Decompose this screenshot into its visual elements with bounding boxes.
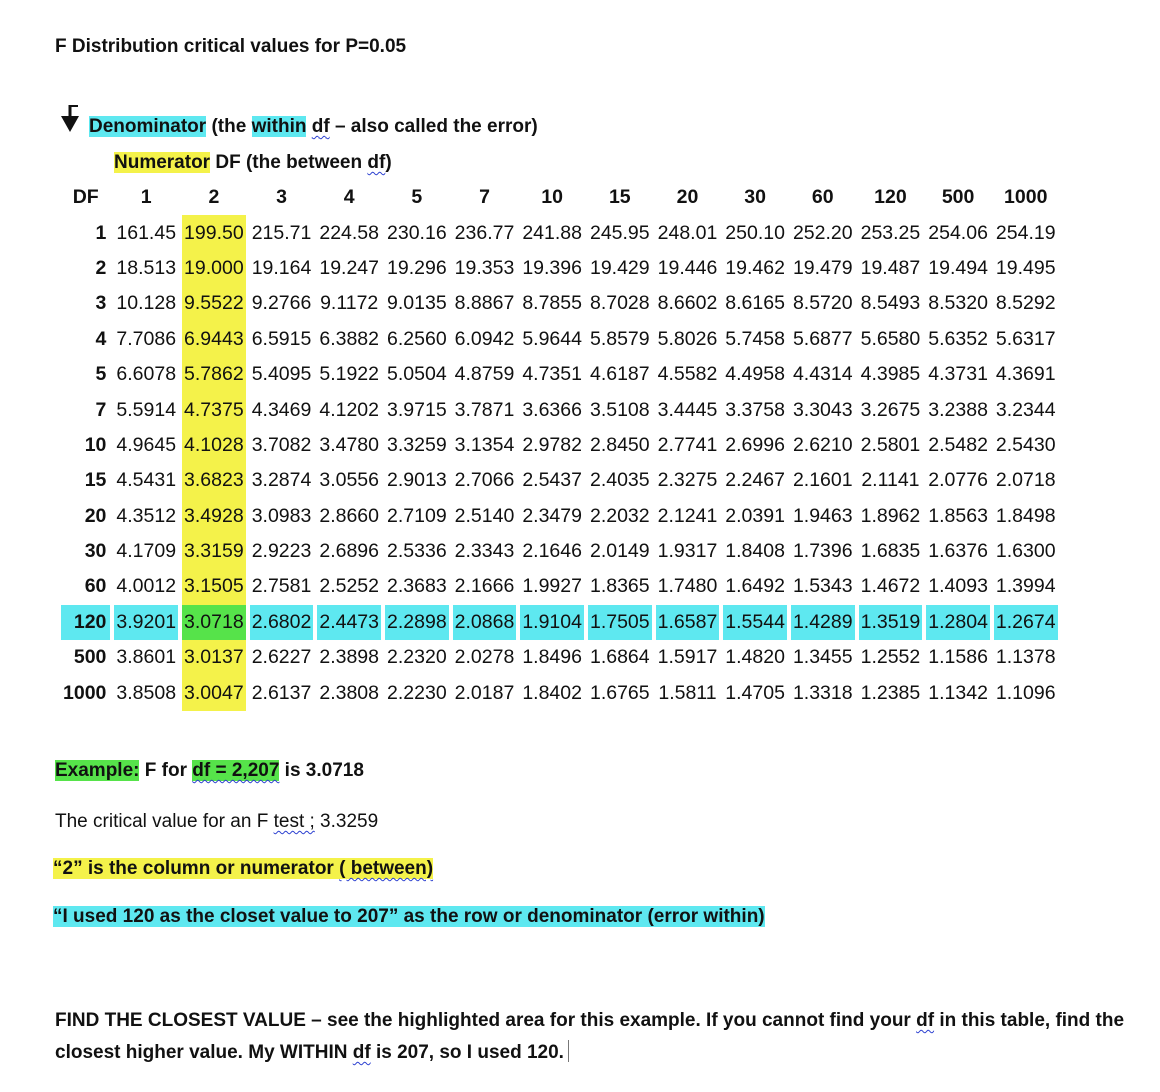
table-cell: 253.25 xyxy=(860,221,921,244)
table-cell: 3.2874 xyxy=(251,469,312,492)
table-cell: 19.462 xyxy=(725,256,785,279)
table-cell: 2.5140 xyxy=(454,504,515,527)
table-cell: 1.3519 xyxy=(859,605,923,640)
denominator-word: Denominator xyxy=(89,116,207,137)
table-cell: 2.1141 xyxy=(861,469,920,492)
table-cell: 1.2552 xyxy=(860,646,921,669)
table-cell: 2.0391 xyxy=(725,504,785,527)
table-cell: 2.6227 xyxy=(251,646,312,669)
column-header: 120 xyxy=(874,186,907,209)
table-cell: 1.1342 xyxy=(928,681,988,704)
table-cell: 2.3683 xyxy=(387,575,447,598)
table-cell: 2.2230 xyxy=(387,681,447,704)
table-cell: 4.1202 xyxy=(319,398,380,421)
table-cell: 252.20 xyxy=(792,221,853,244)
table-cell: 1.2674 xyxy=(994,605,1058,640)
table-cell: 5.0504 xyxy=(387,363,447,386)
table-cell: 5.1922 xyxy=(319,363,380,386)
table-cell: 5.9644 xyxy=(522,327,582,350)
table-cell: 2.7741 xyxy=(657,433,718,456)
table-cell: 2.2320 xyxy=(387,646,447,669)
table-cell: 1.2804 xyxy=(926,605,990,640)
table-cell: 4.5431 xyxy=(116,469,177,492)
table-cell: 4.3512 xyxy=(116,504,177,527)
table-cell: 5.5914 xyxy=(116,398,177,421)
table-cell: 2.2467 xyxy=(725,469,785,492)
table-cell: 1.8563 xyxy=(928,504,988,527)
table-cell: 2.8450 xyxy=(589,433,650,456)
table-cell: 1.4289 xyxy=(791,605,855,640)
column-header: 4 xyxy=(343,186,355,209)
table-cell: 2.1241 xyxy=(657,504,718,527)
row-header-df: 15 xyxy=(84,469,107,492)
table-cell: 3.1505 xyxy=(182,569,246,604)
table-cell: 245.95 xyxy=(589,221,650,244)
table-cell: 5.6877 xyxy=(792,327,853,350)
table-row xyxy=(61,215,1058,250)
table-cell: 3.3043 xyxy=(792,398,853,421)
column-explanation-line xyxy=(53,858,433,880)
table-cell: 19.487 xyxy=(860,256,921,279)
table-cell: 4.5582 xyxy=(657,363,718,386)
table-cell: 2.3898 xyxy=(319,646,380,669)
table-cell: 3.8508 xyxy=(116,681,177,704)
table-cell: 6.9443 xyxy=(182,322,246,357)
table-cell: 2.0718 xyxy=(995,469,1056,492)
table-row xyxy=(61,251,1058,286)
example-df-value: df = 2,207 xyxy=(192,760,280,781)
find-closest-paragraph: FIND THE CLOSEST VALUE – see the highlighted area for this example. If you cannot find your df in this table, find the closest higher value. My WITHIN df is 207, so I used 120. xyxy=(55,1010,1125,1063)
table-cell: 4.9645 xyxy=(116,433,177,456)
example-label: Example: xyxy=(55,760,140,781)
table-cell: 2.3343 xyxy=(454,540,515,563)
table-cell: 2.0187 xyxy=(454,681,515,704)
table-cell: 19.479 xyxy=(792,256,853,279)
table-cell: 8.6165 xyxy=(725,292,785,315)
row-header-df: 5 xyxy=(95,363,107,386)
text-cursor xyxy=(568,1040,569,1062)
table-cell: 3.6823 xyxy=(182,463,246,498)
table-cell: 10.128 xyxy=(116,292,177,315)
table-cell: 1.7480 xyxy=(657,575,718,598)
table-cell: 2.0776 xyxy=(928,469,988,492)
table-cell: 4.1028 xyxy=(182,428,246,463)
down-arrow-icon xyxy=(60,104,80,136)
table-cell: 1.5811 xyxy=(658,681,717,704)
table-cell: 1.8402 xyxy=(522,681,582,704)
table-cell: 2.6137 xyxy=(251,681,312,704)
example-result: is 3.0718 xyxy=(279,760,364,781)
column-header: 2 xyxy=(208,186,220,209)
table-cell: 3.3159 xyxy=(182,534,246,569)
table-cell: 2.0278 xyxy=(454,646,515,669)
table-cell: 2.4035 xyxy=(589,469,650,492)
table-cell: 2.5336 xyxy=(387,540,447,563)
table-cell: 199.50 xyxy=(182,215,246,250)
table-cell: 19.396 xyxy=(522,256,582,279)
table-cell: 2.9223 xyxy=(251,540,312,563)
table-cell: 5.6317 xyxy=(995,327,1056,350)
table-cell: 3.9201 xyxy=(114,605,178,640)
table-header-row xyxy=(61,180,1058,215)
table-cell: 3.0556 xyxy=(319,469,380,492)
table-cell: 1.4820 xyxy=(725,646,785,669)
table-cell: 1.6376 xyxy=(928,540,988,563)
column-header: 1000 xyxy=(1004,186,1048,209)
table-cell: 2.8660 xyxy=(319,504,380,527)
table-cell: 3.2344 xyxy=(995,398,1056,421)
table-cell: 2.6802 xyxy=(250,605,314,640)
table-row xyxy=(61,675,1058,710)
table-cell: 1.9104 xyxy=(520,605,584,640)
table-cell: 8.7855 xyxy=(522,292,582,315)
table-cell: 161.45 xyxy=(116,221,177,244)
table-cell: 8.7028 xyxy=(589,292,650,315)
table-cell: 8.5320 xyxy=(928,292,988,315)
denominator-text: (the xyxy=(206,116,252,137)
row-header-df: 60 xyxy=(84,575,107,598)
table-cell: 3.2675 xyxy=(860,398,921,421)
table-cell: 1.8498 xyxy=(995,504,1056,527)
table-cell: 6.0942 xyxy=(454,327,515,350)
table-cell: 3.0137 xyxy=(182,640,246,675)
table-cell: 9.0135 xyxy=(387,292,447,315)
table-cell: 1.6300 xyxy=(995,540,1056,563)
row-header-df: 1 xyxy=(95,221,107,244)
table-cell: 250.10 xyxy=(725,221,785,244)
table-cell: 3.8601 xyxy=(116,646,177,669)
table-cell: 1.3455 xyxy=(792,646,853,669)
table-cell: 3.7082 xyxy=(251,433,312,456)
table-cell: 6.3882 xyxy=(319,327,380,350)
table-cell: 1.4672 xyxy=(860,575,921,598)
table-cell: 1.5343 xyxy=(792,575,853,598)
numerator-line: Numerator DF (the between df) xyxy=(114,152,392,173)
table-cell: 5.7458 xyxy=(725,327,785,350)
table-cell: 8.5493 xyxy=(860,292,921,315)
table-cell: 1.9927 xyxy=(522,575,582,598)
table-cell: 3.0983 xyxy=(251,504,312,527)
table-cell: 8.8867 xyxy=(454,292,515,315)
table-cell: 5.6580 xyxy=(860,327,921,350)
table-cell: 254.19 xyxy=(995,221,1056,244)
table-cell: 5.7862 xyxy=(182,357,246,392)
table-cell: 3.3758 xyxy=(725,398,785,421)
table-cell: 1.6835 xyxy=(860,540,921,563)
table-cell: 241.88 xyxy=(522,221,582,244)
table-cell: 1.6765 xyxy=(589,681,650,704)
table-cell: 9.1172 xyxy=(320,292,379,315)
table-cell: 2.1666 xyxy=(454,575,515,598)
table-body xyxy=(61,215,1058,710)
table-cell: 1.6864 xyxy=(589,646,650,669)
table-cell: 9.2766 xyxy=(251,292,312,315)
row-header-df: 10 xyxy=(84,433,107,456)
table-row xyxy=(61,640,1058,675)
table-cell: 215.71 xyxy=(251,221,312,244)
row-header-df: 500 xyxy=(73,646,107,669)
table-cell: 3.7871 xyxy=(454,398,515,421)
table-cell: 4.4958 xyxy=(725,363,785,386)
table-cell: 6.6078 xyxy=(116,363,177,386)
table-cell: 2.2898 xyxy=(385,605,449,640)
table-cell: 2.5437 xyxy=(522,469,582,492)
table-cell: 2.2032 xyxy=(589,504,650,527)
table-row xyxy=(61,499,1058,534)
table-cell: 236.77 xyxy=(454,221,515,244)
table-row xyxy=(61,534,1058,569)
spellcheck-test: test ; xyxy=(273,811,315,832)
table-cell: 19.494 xyxy=(928,256,988,279)
table-corner-header: DF xyxy=(72,186,99,209)
table-cell: 3.4780 xyxy=(319,433,380,456)
table-cell: 1.2385 xyxy=(860,681,921,704)
table-cell: 3.9715 xyxy=(387,398,447,421)
column-header: 10 xyxy=(541,186,563,209)
table-cell: 224.58 xyxy=(319,221,380,244)
row-header-df: 4 xyxy=(95,327,107,350)
spellcheck-df: df xyxy=(311,116,330,137)
table-row xyxy=(61,286,1058,321)
table-row xyxy=(61,463,1058,498)
column-explanation-text: “2” is the column or numerator ( between) xyxy=(53,858,434,879)
table-cell: 19.247 xyxy=(319,256,380,279)
column-header: 60 xyxy=(811,186,834,209)
table-cell: 3.1354 xyxy=(454,433,515,456)
table-cell: 2.1646 xyxy=(522,540,582,563)
table-cell: 2.5801 xyxy=(860,433,921,456)
table-cell: 3.5108 xyxy=(589,398,650,421)
table-cell: 9.5522 xyxy=(182,286,246,321)
spellcheck-df: df xyxy=(916,1010,935,1031)
table-cell: 4.7375 xyxy=(182,392,246,427)
denominator-tail: – also called the error) xyxy=(329,116,538,137)
table-cell: 7.7086 xyxy=(116,327,177,350)
table-cell: 1.3994 xyxy=(995,575,1056,598)
table-cell: 1.7396 xyxy=(792,540,853,563)
table-row xyxy=(61,428,1058,463)
table-cell: 19.353 xyxy=(454,256,515,279)
table-cell: 2.0149 xyxy=(589,540,650,563)
f-distribution-table xyxy=(57,180,1062,711)
table-cell: 19.495 xyxy=(995,256,1056,279)
row-header-df: 7 xyxy=(95,398,107,421)
table-cell: 2.3808 xyxy=(319,681,380,704)
table-cell: 4.3469 xyxy=(251,398,312,421)
table-cell: 4.1709 xyxy=(116,540,177,563)
column-header: 1 xyxy=(140,186,152,209)
table-cell: 4.8759 xyxy=(454,363,515,386)
column-header: 500 xyxy=(941,186,975,209)
table-cell: 3.4928 xyxy=(182,499,246,534)
table-cell: 18.513 xyxy=(116,256,177,279)
table-cell: 1.8408 xyxy=(725,540,785,563)
critical-value-line: The critical value for an F test ; 3.3259 xyxy=(55,811,379,832)
row-header-df: 2 xyxy=(95,256,107,279)
spellcheck-df: df xyxy=(352,1042,371,1063)
column-header: 20 xyxy=(676,186,699,209)
table-cell: 1.4093 xyxy=(928,575,988,598)
table-cell: 4.6187 xyxy=(589,363,650,386)
row-header-df: 3 xyxy=(95,292,107,315)
table-cell: 5.6352 xyxy=(928,327,988,350)
table-cell: 5.8026 xyxy=(657,327,718,350)
column-header: 5 xyxy=(411,186,423,209)
example-line xyxy=(55,760,364,782)
table-cell: 4.0012 xyxy=(116,575,177,598)
table-cell: 1.1378 xyxy=(995,646,1056,669)
row-explanation-text: “I used 120 as the closet value to 207” as the row or denominator (error within) xyxy=(53,906,765,927)
table-cell: 1.1586 xyxy=(928,646,988,669)
table-cell: 4.3985 xyxy=(860,363,921,386)
table-cell: 1.8365 xyxy=(589,575,650,598)
table-cell: 2.0868 xyxy=(453,605,517,640)
table-row xyxy=(61,392,1058,427)
table-cell: 254.06 xyxy=(928,221,988,244)
row-explanation-line xyxy=(53,906,765,928)
table-cell: 8.5292 xyxy=(995,292,1056,315)
table-cell: 3.6366 xyxy=(522,398,582,421)
page-title: F Distribution critical values for P=0.05 xyxy=(55,36,407,57)
table-cell: 1.5917 xyxy=(657,646,718,669)
table-cell: 3.0718 xyxy=(182,605,246,640)
row-header-df: 1000 xyxy=(63,681,107,704)
table-cell: 1.1096 xyxy=(995,681,1056,704)
table-cell: 1.6587 xyxy=(656,605,720,640)
table-cell: 19.164 xyxy=(251,256,312,279)
column-header: 30 xyxy=(744,186,766,209)
column-header: 3 xyxy=(276,186,287,209)
table-cell: 2.1601 xyxy=(792,469,853,492)
table-cell: 2.9782 xyxy=(522,433,582,456)
column-header: 7 xyxy=(479,186,490,209)
table-cell: 1.8496 xyxy=(522,646,582,669)
table-row xyxy=(61,322,1058,357)
table-cell: 2.6896 xyxy=(319,540,380,563)
table-cell: 19.429 xyxy=(589,256,650,279)
table-cell: 230.16 xyxy=(387,221,447,244)
table-cell: 6.5915 xyxy=(251,327,312,350)
spellcheck-df: df xyxy=(367,152,386,173)
numerator-text: DF (the between xyxy=(210,152,368,173)
within-word: within xyxy=(251,116,307,137)
table-cell: 19.296 xyxy=(387,256,447,279)
table-cell: 2.7581 xyxy=(251,575,312,598)
table-cell: 4.4314 xyxy=(792,363,853,386)
table-cell: 248.01 xyxy=(657,221,718,244)
spellcheck-between: ( between) xyxy=(339,858,434,879)
table-cell: 4.3691 xyxy=(995,363,1056,386)
table-cell: 6.2560 xyxy=(387,327,447,350)
table-row xyxy=(61,569,1058,604)
table-cell: 2.9013 xyxy=(387,469,447,492)
table-cell: 1.9317 xyxy=(657,540,718,563)
table-cell: 1.7505 xyxy=(588,605,652,640)
table-cell: 2.6996 xyxy=(725,433,785,456)
table-cell: 2.5252 xyxy=(319,575,380,598)
table-cell: 1.9463 xyxy=(792,504,853,527)
table-cell: 5.8579 xyxy=(589,327,650,350)
denominator-line xyxy=(89,100,538,136)
table-cell: 2.7109 xyxy=(387,504,447,527)
example-text: F for xyxy=(139,760,193,781)
table-cell: 8.5720 xyxy=(792,292,853,315)
table-cell: 2.7066 xyxy=(454,469,515,492)
row-header-df: 30 xyxy=(84,540,107,563)
table-cell: 5.4095 xyxy=(251,363,312,386)
table-cell: 2.3479 xyxy=(522,504,582,527)
table-cell: 8.6602 xyxy=(657,292,718,315)
table-cell: 2.6210 xyxy=(792,433,853,456)
table-cell: 3.2388 xyxy=(928,398,988,421)
table-row xyxy=(61,357,1058,392)
table-cell: 1.4705 xyxy=(725,681,785,704)
table-cell: 2.5482 xyxy=(928,433,988,456)
numerator-word: Numerator xyxy=(114,152,211,173)
column-header: 15 xyxy=(608,186,631,209)
table-cell: 2.3275 xyxy=(657,469,718,492)
row-header-df: 20 xyxy=(84,504,107,527)
table-cell: 2.4473 xyxy=(317,605,381,640)
table-cell: 1.6492 xyxy=(725,575,785,598)
table-cell: 3.0047 xyxy=(182,675,246,710)
table-cell: 1.5544 xyxy=(723,605,787,640)
table-cell: 3.4445 xyxy=(657,398,718,421)
table-cell: 4.7351 xyxy=(522,363,582,386)
row-header-df: 120 xyxy=(61,605,110,640)
table-cell: 3.3259 xyxy=(387,433,447,456)
table-cell: 19.446 xyxy=(657,256,718,279)
table-cell: 19.000 xyxy=(182,251,246,286)
table-row xyxy=(61,605,1058,640)
table-cell: 1.8962 xyxy=(860,504,921,527)
table-cell: 2.5430 xyxy=(995,433,1056,456)
table-cell: 1.3318 xyxy=(792,681,853,704)
table-cell: 4.3731 xyxy=(928,363,988,386)
